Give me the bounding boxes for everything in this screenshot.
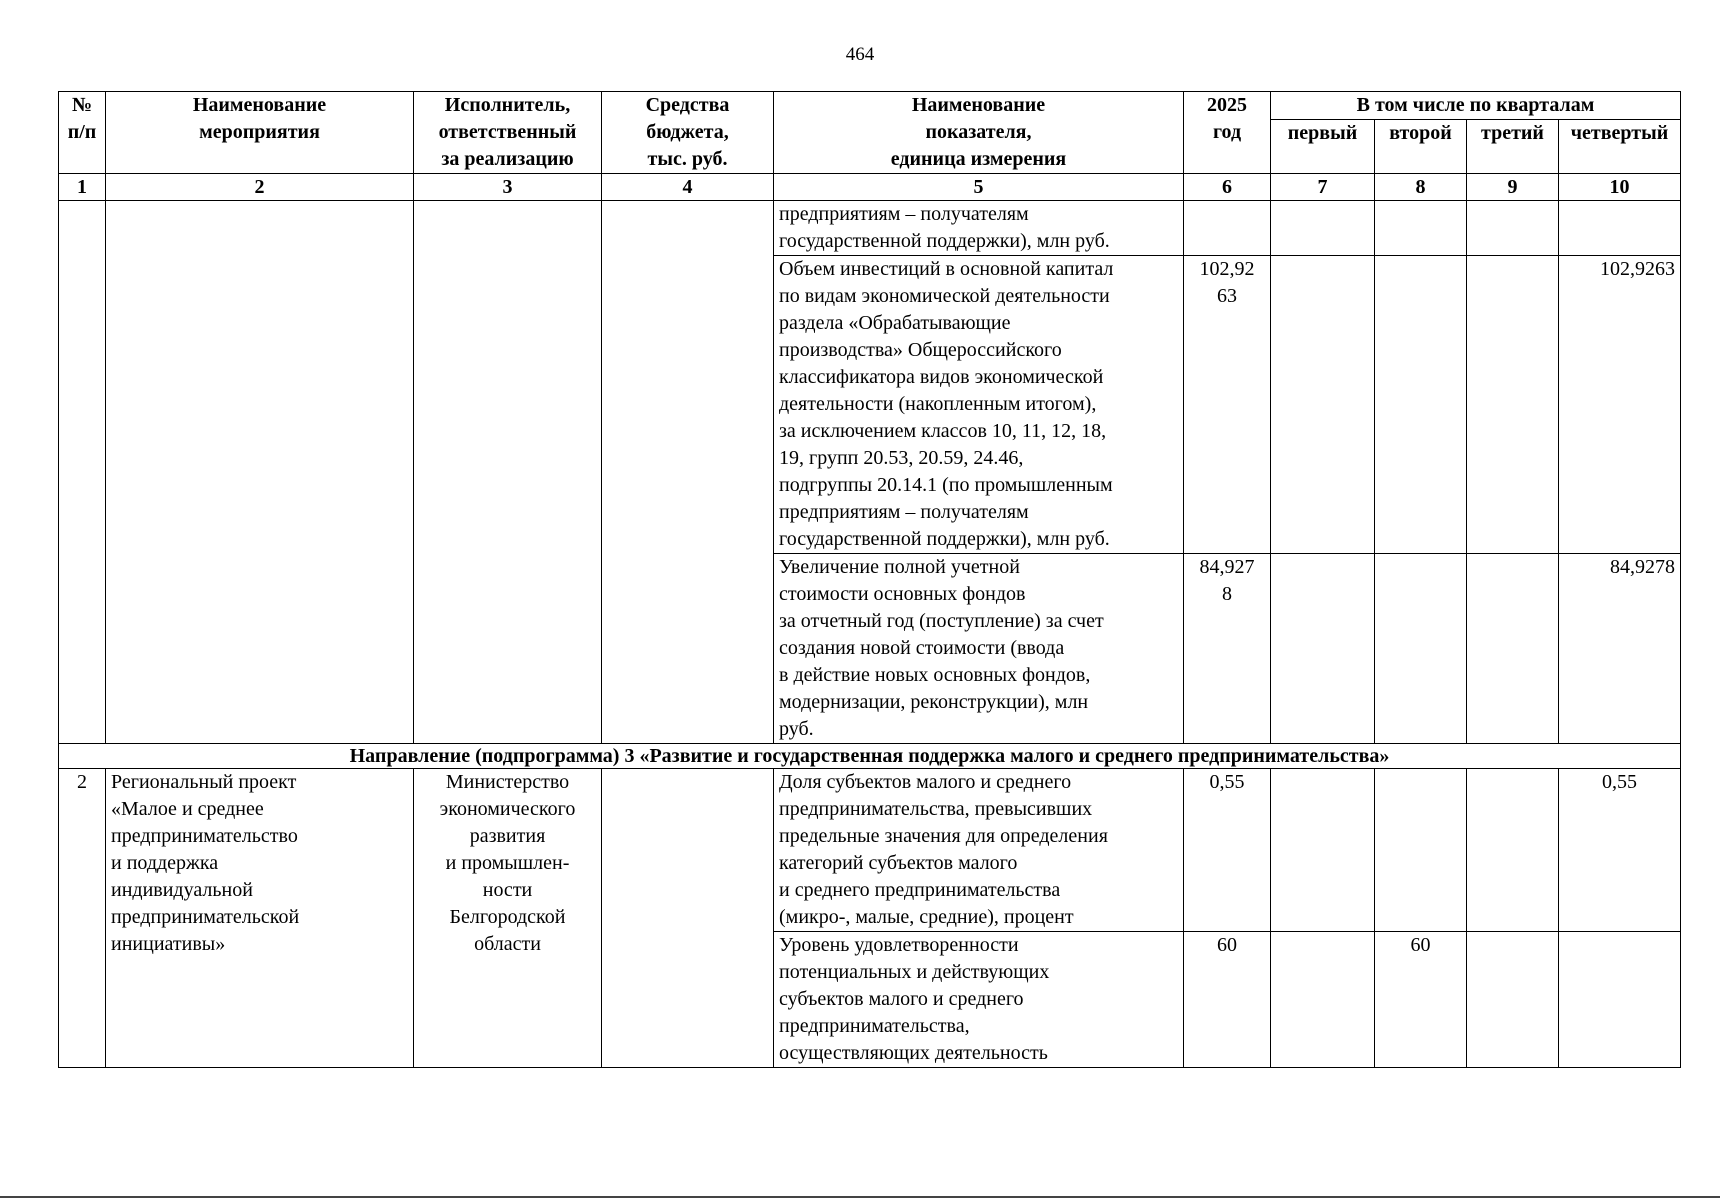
q4-value: 102,9263 [1559, 256, 1681, 554]
q2-value [1375, 256, 1467, 554]
q1-value [1271, 554, 1375, 744]
q1-value [1271, 932, 1375, 1068]
table-row [59, 769, 1681, 932]
header-q2: второй [1375, 120, 1467, 174]
year-value: 84,927 8 [1184, 554, 1271, 744]
q3-value [1467, 554, 1559, 744]
year-value: 102,92 63 [1184, 256, 1271, 554]
header-budget: Средства бюджета, тыс. руб. [602, 92, 774, 174]
header-q3: третий [1467, 120, 1559, 174]
header-row-1 [59, 92, 1681, 120]
executor-name: Министерство экономического развития и промышлен- ности Белгородской области [414, 769, 602, 1068]
row-executor-cell [414, 201, 602, 744]
column-number: 8 [1375, 174, 1467, 201]
column-number: 5 [774, 174, 1184, 201]
column-number: 7 [1271, 174, 1375, 201]
row-num: 2 [59, 769, 106, 1068]
section-title: Направление (подпрограмма) 3 «Развитие и государственная поддержка малого и среднего предпринимательства» [59, 744, 1681, 769]
section-row [59, 744, 1681, 769]
q2-value [1375, 769, 1467, 932]
table-row [59, 201, 1681, 256]
column-number: 4 [602, 174, 774, 201]
q4-value: 0,55 [1559, 769, 1681, 932]
row-event-cell [106, 201, 414, 744]
page-number: 464 [845, 44, 875, 65]
q3-value [1467, 201, 1559, 256]
q2-value [1375, 201, 1467, 256]
column-number: 10 [1559, 174, 1681, 201]
q2-value [1375, 554, 1467, 744]
year-value [1184, 201, 1271, 256]
q3-value [1467, 932, 1559, 1068]
header-year: 2025 год [1184, 92, 1271, 174]
header-q1: первый [1271, 120, 1375, 174]
header-indicator: Наименование показателя, единица измерения [774, 92, 1184, 174]
column-number: 2 [106, 174, 414, 201]
q4-value [1559, 932, 1681, 1068]
header-q4: четвертый [1559, 120, 1681, 174]
q4-value [1559, 201, 1681, 256]
column-number: 1 [59, 174, 106, 201]
column-number: 9 [1467, 174, 1559, 201]
column-number: 6 [1184, 174, 1271, 201]
indicators-table [58, 91, 1681, 1068]
column-number-row [59, 174, 1681, 201]
q4-value: 84,9278 [1559, 554, 1681, 744]
q1-value [1271, 769, 1375, 932]
indicator-text: Увеличение полной учетной стоимости основных фондов за отчетный год (поступление) за счет создания новой стоимости (ввода в действие новых основных фондов, модернизации, реконструкции), млн руб. [774, 554, 1184, 744]
q1-value [1271, 201, 1375, 256]
header-quarters-group: В том числе по кварталам [1271, 92, 1681, 120]
indicator-text: Уровень удовлетворенности потенциальных и действующих субъектов малого и среднего предпринимательства, осуществляющих деятельность [774, 932, 1184, 1068]
q1-value [1271, 256, 1375, 554]
budget-value [602, 769, 774, 1068]
header-executor: Исполнитель, ответственный за реализацию [414, 92, 602, 174]
q3-value [1467, 769, 1559, 932]
column-number: 3 [414, 174, 602, 201]
indicator-text: Доля субъектов малого и среднего предпринимательства, превысивших предельные значения для определения категорий субъектов малого и среднего предпринимательства (микро-, малые, средние), процент [774, 769, 1184, 932]
row-budget-cell [602, 201, 774, 744]
header-event-name: Наименование мероприятия [106, 92, 414, 174]
year-value: 0,55 [1184, 769, 1271, 932]
indicator-text: предприятиям – получателям государственной поддержки), млн руб. [774, 201, 1184, 256]
indicator-text: Объем инвестиций в основной капитал по видам экономической деятельности раздела «Обрабатывающие производства» Общероссийского классификатора видов экономической деятельности (накопленным итогом), за исключением классов 10, 11, 12, 18, 19, групп 20.53, 20.59, 24.46, подгруппы 20.14.1 (по промышленным предприятиям – получателям государственной поддержки), млн руб. [774, 256, 1184, 554]
year-value: 60 [1184, 932, 1271, 1068]
q2-value: 60 [1375, 932, 1467, 1068]
row-num-cell [59, 201, 106, 744]
q3-value [1467, 256, 1559, 554]
event-name: Региональный проект «Малое и среднее предпринимательство и поддержка индивидуальной предпринимательской инициативы» [106, 769, 414, 1068]
scan-edge-line [0, 1196, 1720, 1198]
header-num: № п/п [59, 92, 106, 174]
